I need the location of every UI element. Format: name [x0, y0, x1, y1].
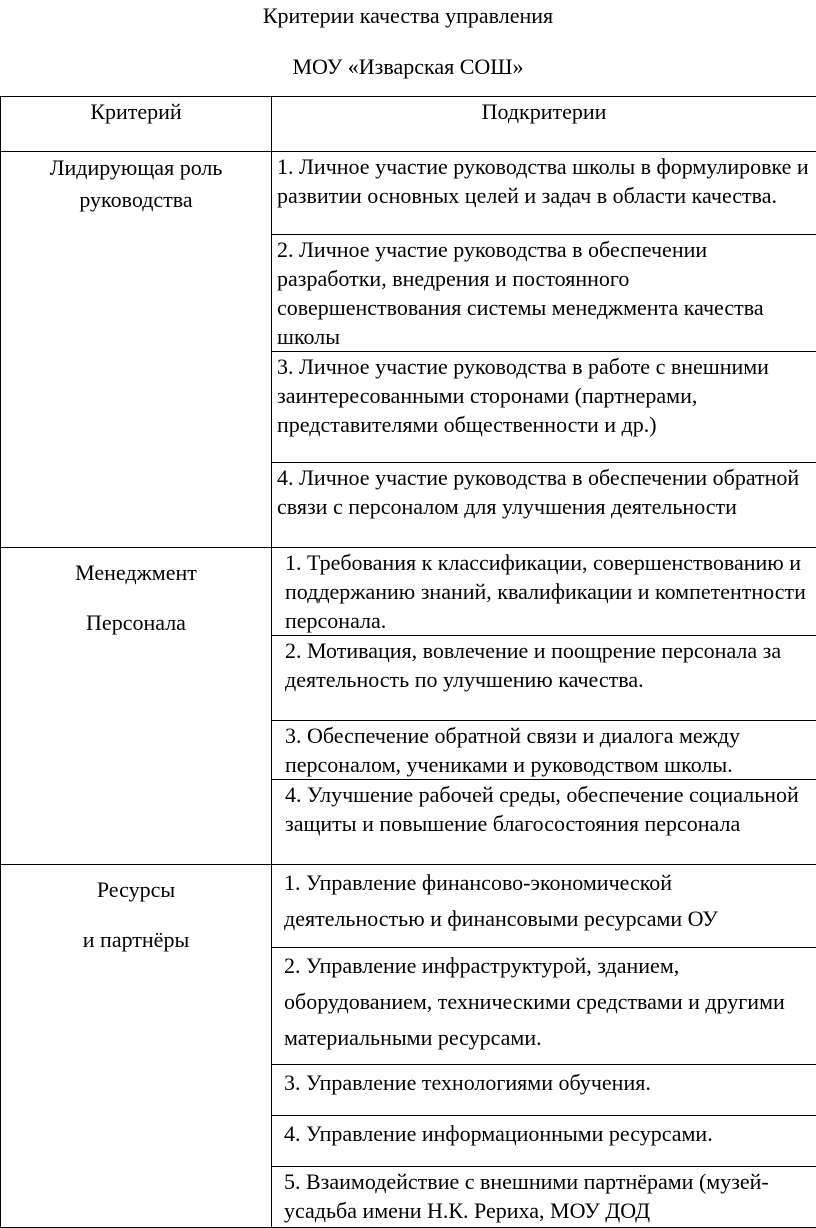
school-name: МОУ «Изварская СОШ» — [0, 54, 816, 80]
document-title: Критерии качества управления — [0, 3, 816, 29]
criterion-leadership — [1, 152, 272, 548]
subcriterion: 2. Личное участие руководства в обеспечении разработки, внедрения и постоянного совершенствования системы менеджмента качества школы — [272, 235, 816, 352]
subcriterion: 2. Управление инфраструктурой, зданием, оборудованием, техническими средствами и другими материальными ресурсами. — [272, 948, 816, 1065]
subcriterion: 4. Личное участие руководства в обеспечении обратной связи с персоналом для улучшения деятельности — [272, 463, 816, 548]
subcriterion: 1. Управление финансово-экономической деятельностью и финансовыми ресурсами ОУ — [272, 865, 816, 948]
criterion-label: руководства — [1, 184, 271, 216]
criterion-label: Лидирующая роль — [1, 152, 271, 184]
subcriterion: 3. Обеспечение обратной связи и диалога между персоналом, учениками и руководством школы. — [272, 721, 816, 780]
subcriterion: 4. Управление информационными ресурсами. — [272, 1116, 816, 1167]
table-row — [1, 152, 816, 235]
subcriterion: 2. Мотивация, вовлечение и поощрение персонала за деятельность по улучшению качества. — [272, 636, 816, 721]
criterion-resources — [1, 865, 272, 1228]
criterion-label: и партнёры — [1, 915, 271, 965]
criterion-label: Ресурсы — [1, 865, 271, 915]
subcriterion: 5. Взаимодействие с внешними партнёрами (музей-усадьба имени Н.К. Рериха, МОУ ДОД — [272, 1167, 816, 1228]
table-row — [1, 548, 816, 636]
header-subcriteria: Подкритерии — [272, 97, 816, 152]
header-criterion: Критерий — [1, 97, 272, 152]
criterion-label: Менеджмент — [1, 548, 271, 598]
subcriterion: 4. Улучшение рабочей среды, обеспечение социальной защиты и повышение благосостояния персонала — [272, 780, 816, 865]
subcriterion: 1. Требования к классификации, совершенствованию и поддержанию знаний, квалификации и компетентности персонала. — [272, 548, 816, 636]
subcriterion: 1. Личное участие руководства школы в формулировке и развитии основных целей и задач в области качества. — [272, 152, 816, 235]
table-header-row — [1, 97, 816, 152]
subcriterion: 3. Личное участие руководства в работе с внешними заинтересованными сторонами (партнерами, представителями общественности и др.) — [272, 352, 816, 463]
criterion-label: Персонала — [1, 598, 271, 648]
table-row — [1, 865, 816, 948]
criteria-table — [0, 96, 816, 1228]
subcriterion: 3. Управление технологиями обучения. — [272, 1065, 816, 1116]
criterion-personnel — [1, 548, 272, 865]
